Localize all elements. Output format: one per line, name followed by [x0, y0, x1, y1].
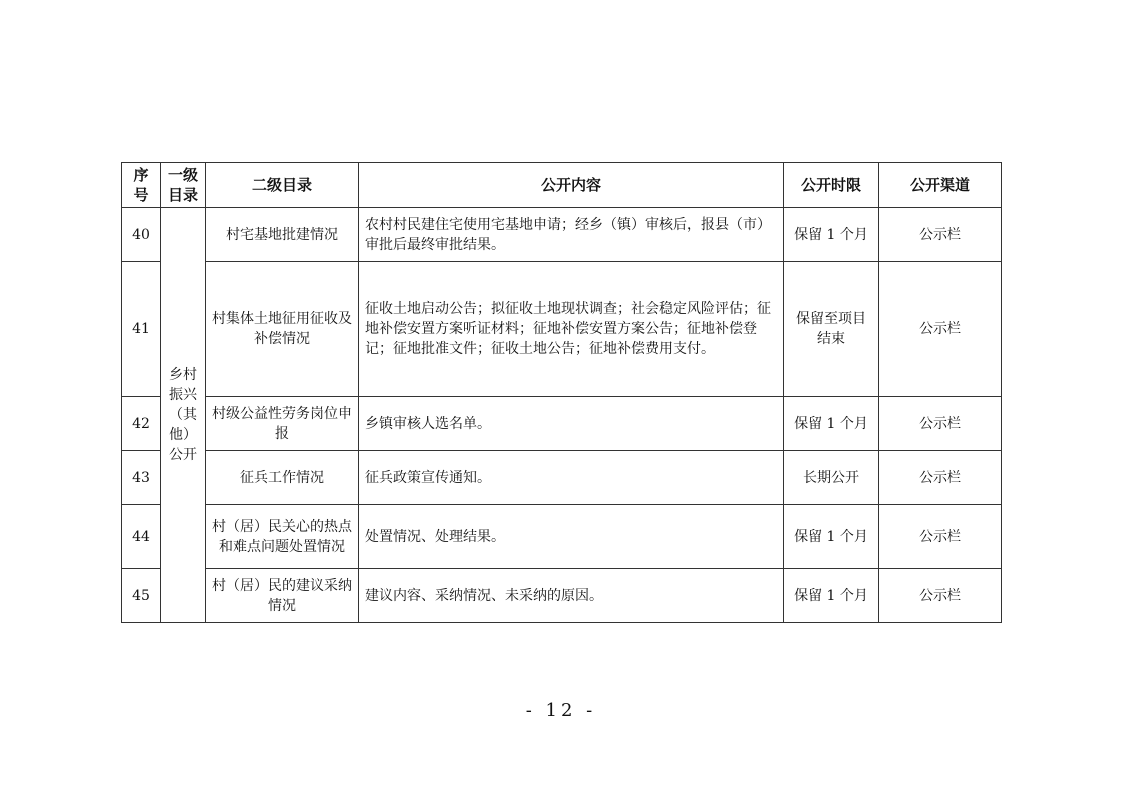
table-row	[122, 262, 1002, 397]
row-no: 40	[122, 208, 161, 262]
header-level2: 二级目录	[206, 163, 359, 208]
row-period: 保留 1 个月	[784, 208, 879, 262]
row-channel: 公示栏	[879, 397, 1002, 451]
row-content: 建议内容、采纳情况、未采纳的原因。	[359, 569, 784, 623]
row-period: 长期公开	[784, 451, 879, 505]
page-number: - 12 -	[525, 700, 597, 721]
table-row	[122, 208, 1002, 262]
row-no: 45	[122, 569, 161, 623]
table-row	[122, 569, 1002, 623]
header-channel: 公开渠道	[879, 163, 1002, 208]
row-period: 保留 1 个月	[784, 505, 879, 569]
header-period: 公开时限	[784, 163, 879, 208]
row-period: 保留至项目结束	[784, 262, 879, 397]
row-no: 43	[122, 451, 161, 505]
row-no: 41	[122, 262, 161, 397]
row-content: 征收土地启动公告；拟征收土地现状调查；社会稳定风险评估；征地补偿安置方案听证材料；征地补偿安置方案公告；征地补偿登记；征地批准文件；征收土地公告；征地补偿费用支付。	[359, 262, 784, 397]
header-level1: 一级目录	[161, 163, 206, 208]
row-no: 44	[122, 505, 161, 569]
disclosure-table	[121, 162, 1002, 623]
row-level2: 村（居）民关心的热点和难点问题处置情况	[206, 505, 359, 569]
header-content: 公开内容	[359, 163, 784, 208]
row-level2: 村（居）民的建议采纳情况	[206, 569, 359, 623]
row-content: 农村村民建住宅使用宅基地申请；经乡（镇）审核后，报县（市）审批后最终审批结果。	[359, 208, 784, 262]
row-level2: 村集体土地征用征收及补偿情况	[206, 262, 359, 397]
row-content: 乡镇审核人选名单。	[359, 397, 784, 451]
row-channel: 公示栏	[879, 505, 1002, 569]
row-channel: 公示栏	[879, 451, 1002, 505]
row-content: 处置情况、处理结果。	[359, 505, 784, 569]
row-channel: 公示栏	[879, 208, 1002, 262]
row-period: 保留 1 个月	[784, 569, 879, 623]
row-level2: 村宅基地批建情况	[206, 208, 359, 262]
row-channel: 公示栏	[879, 262, 1002, 397]
table-header-row	[122, 163, 1002, 208]
table-row	[122, 397, 1002, 451]
row-channel: 公示栏	[879, 569, 1002, 623]
row-period: 保留 1 个月	[784, 397, 879, 451]
row-content: 征兵政策宣传通知。	[359, 451, 784, 505]
row-level2: 征兵工作情况	[206, 451, 359, 505]
table-row	[122, 505, 1002, 569]
row-level2: 村级公益性劳务岗位申报	[206, 397, 359, 451]
row-no: 42	[122, 397, 161, 451]
table-row	[122, 451, 1002, 505]
header-no: 序号	[122, 163, 161, 208]
level1-group-cell: 乡村振兴（其他）公开	[161, 208, 206, 623]
